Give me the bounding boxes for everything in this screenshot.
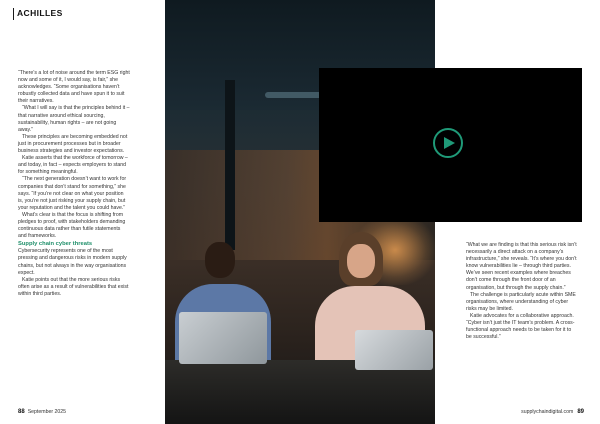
play-icon[interactable] — [433, 128, 463, 158]
paragraph: “What I will say is that the principles behind it – that narrative around ethical sourcing, sustainability, human rights – are not going away.” — [18, 105, 130, 133]
header-rule — [13, 8, 14, 20]
footer-right — [521, 409, 584, 415]
paragraph: What’s clear is that the focus is shifting from pledges to proof, with stakeholders demanding continuous data rather than futile statements and frameworks. — [18, 211, 126, 240]
footer-left — [18, 409, 66, 415]
laptop — [179, 312, 267, 364]
paragraph: Katie points out that the more serious risks often arise as a result of vulnerabilities that exist within third parties. — [18, 276, 129, 297]
paragraph: “The next generation doesn’t want to work for companies that don’t stand for something,” she says. “If you’re not clear on what your position is, you’re not just risking your supply chain, but your reputation and the talent you could have.” — [18, 176, 127, 211]
paragraph: “What we are finding is that this serious risk isn’t necessarily a direct attack on a company’s infrastructure,” she reveals. “It’s where you don’t know vulnerabilities lie – through third parties. We’ve seen recent examples where breaches don’t come through the front door of an organisation, but through the supply chain.” — [466, 242, 577, 291]
article-column-right — [466, 242, 578, 341]
issue-date: September 2025 — [27, 409, 67, 415]
laptop — [355, 330, 433, 370]
page-number: 89 — [577, 409, 584, 415]
page-number: 88 — [18, 409, 25, 415]
paragraph: These principles are becoming embedded not just in procurement processes but in broader business strategies and investor expectations. — [18, 133, 128, 155]
section-subheading: Supply chain cyber threats — [18, 241, 93, 248]
brand-header: ACHILLES — [17, 8, 63, 18]
paragraph: The challenge is particularly acute within SME organisations, where understanding of cyber risks may be limited. — [466, 291, 576, 312]
paragraph: “There’s a lot of noise around the term ESG right now and some of it, I would say, is fair,” she acknowledges. “Some organisations haven’t robustly collected data and have spun it to suit their narratives. — [18, 70, 130, 105]
article-column-left — [18, 70, 130, 298]
paragraph: Katie advocates for a collaborative approach. “Cyber isn’t just the IT team’s problem. A cross-functional approach needs to be taken for it to be successful.” — [466, 312, 575, 341]
site-url: supplychaindigital.com — [521, 409, 574, 415]
paragraph: Cybersecurity represents one of the most pressing and dangerous risks in modern supply chains, but not always in the way organisations expect. — [18, 248, 127, 276]
paragraph: Katie asserts that the workforce of tomorrow – and today, in fact – expects employers to stand for something meaningful. — [18, 155, 128, 176]
